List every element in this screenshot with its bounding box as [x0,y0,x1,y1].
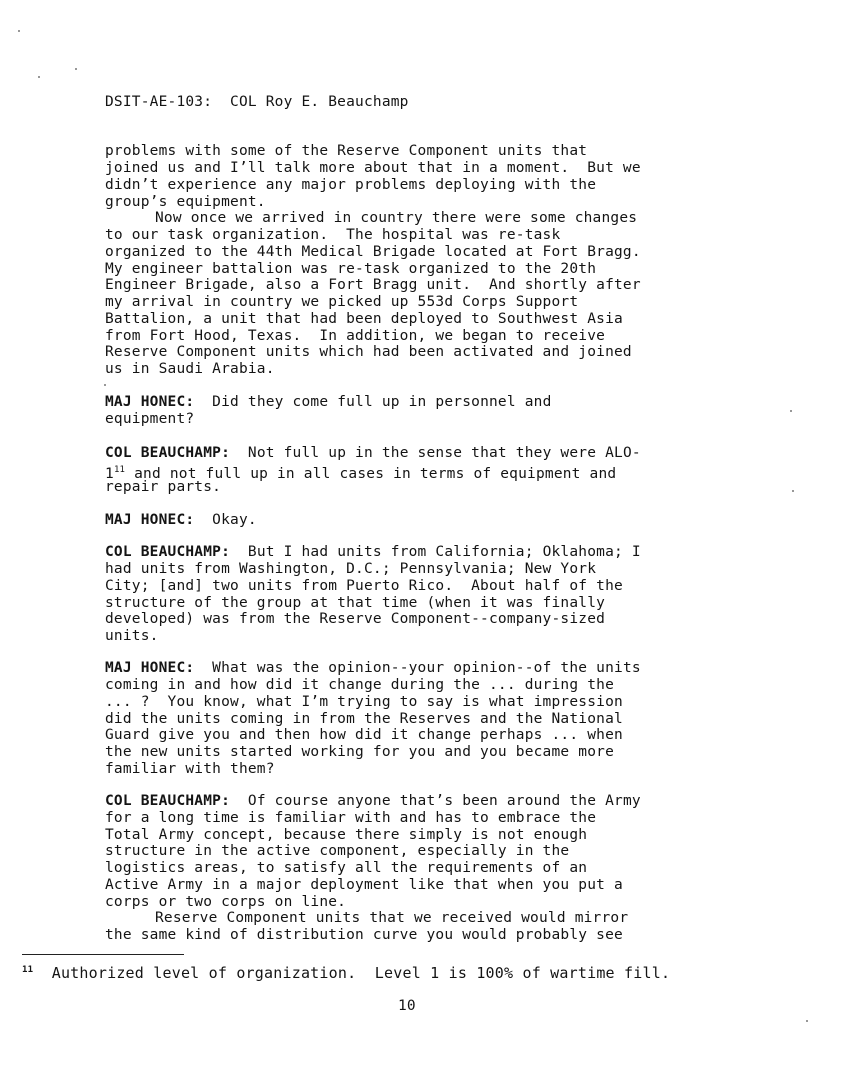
page-number: 10 [398,998,416,1014]
document-header: DSIT-AE-103: COL Roy E. Beauchamp [105,94,409,110]
text-line: organized to the 44th Medical Brigade located at Fort Bragg. [105,244,641,260]
footnote-text: Authorized level of organization. Level 1 is 100% of wartime fill. [33,964,671,982]
text-line: didn’t experience any major problems deploying with the [105,177,597,193]
footnote [22,964,670,982]
text-line: My engineer battalion was re-task organized to the 20th [105,261,597,277]
speaker-name: COL BEAUCHAMP: [105,793,231,809]
text-line: structure of the group at that time (when it was finally [105,595,606,611]
answer-line: COL BEAUCHAMP: Not full up in the sense that they were ALO- [105,445,641,461]
speaker-name: MAJ HONEC: [105,512,195,528]
text-line: ... ? You know, what I’m trying to say is what impression [105,694,623,710]
footnote-marker: 11 [22,965,34,975]
text-line: joined us and I’ll talk more about that in a moment. But we [105,160,641,176]
text-line: the new units started working for you and you became more [105,744,614,760]
text-line: familiar with them? [105,761,275,777]
footnote-divider [22,954,184,955]
scan-speck [18,30,20,32]
text-line: for a long time is familiar with and has to embrace the [105,810,597,826]
text-line: my arrival in country we picked up 553d Corps Support [105,294,579,310]
text-line: coming in and how did it change during the ... during the [105,677,614,693]
scan-speck [38,76,40,78]
text-line: Reserve Component units that we received would mirror [155,910,629,926]
text-line: Reserve Component units which had been activated and joined [105,344,632,360]
text-line: us in Saudi Arabia. [105,361,275,377]
text-line: City; [and] two units from Puerto Rico. About half of the [105,578,623,594]
text-line: Battalion, a unit that had been deployed to Southwest Asia [105,311,623,327]
answer-line: COL BEAUCHAMP: But I had units from California; Oklahoma; I [105,544,641,560]
text-line: to our task organization. The hospital was re-task [105,227,561,243]
text-line: units. [105,628,159,644]
scan-speck [104,384,106,386]
text-line: Total Army concept, because there simply is not enough [105,827,588,843]
footnote-reference: 11 [113,465,126,475]
speaker-name: COL BEAUCHAMP: [105,544,231,560]
text-line: Guard give you and then how did it change perhaps ... when [105,727,623,743]
answer-line: COL BEAUCHAMP: Of course anyone that’s been around the Army [105,793,641,809]
text-line: the same kind of distribution curve you would probably see [105,927,623,943]
text-line: structure in the active component, especially in the [105,843,570,859]
text-line: did the units coming in from the Reserves and the National [105,711,623,727]
speaker-name: MAJ HONEC: [105,660,195,676]
text-line: Active Army in a major deployment like that when you put a [105,877,623,893]
text-line: $1^{11}$ and not full up in all cases in terms of equipment and [105,465,617,482]
speaker-name: MAJ HONEC: [105,394,195,410]
text-line: repair parts. [105,479,222,495]
text-line: group’s equipment. [105,194,266,210]
text-line: developed) was from the Reserve Component--company-sized [105,611,606,627]
text-line: Engineer Brigade, also a Fort Bragg unit. And shortly after [105,277,641,293]
scan-speck [806,1020,808,1022]
question-line: MAJ HONEC: What was the opinion--your opinion--of the units [105,660,641,676]
question-line: MAJ HONEC: Okay. [105,512,257,528]
text-line: had units from Washington, D.C.; Pennsylvania; New York [105,561,597,577]
text-line: from Fort Hood, Texas. In addition, we began to receive [105,328,606,344]
text-line: problems with some of the Reserve Component units that [105,143,588,159]
scan-speck [790,410,792,412]
scan-speck [75,68,77,70]
question-line: MAJ HONEC: Did they come full up in personnel and [105,394,552,410]
text-line: Now once we arrived in country there were some changes [155,210,638,226]
scan-speck [792,490,794,492]
text-line: logistics areas, to satisfy all the requirements of an [105,860,588,876]
text-line: equipment? [105,411,195,427]
text-line: corps or two corps on line. [105,894,347,910]
speaker-name: COL BEAUCHAMP: [105,445,231,461]
